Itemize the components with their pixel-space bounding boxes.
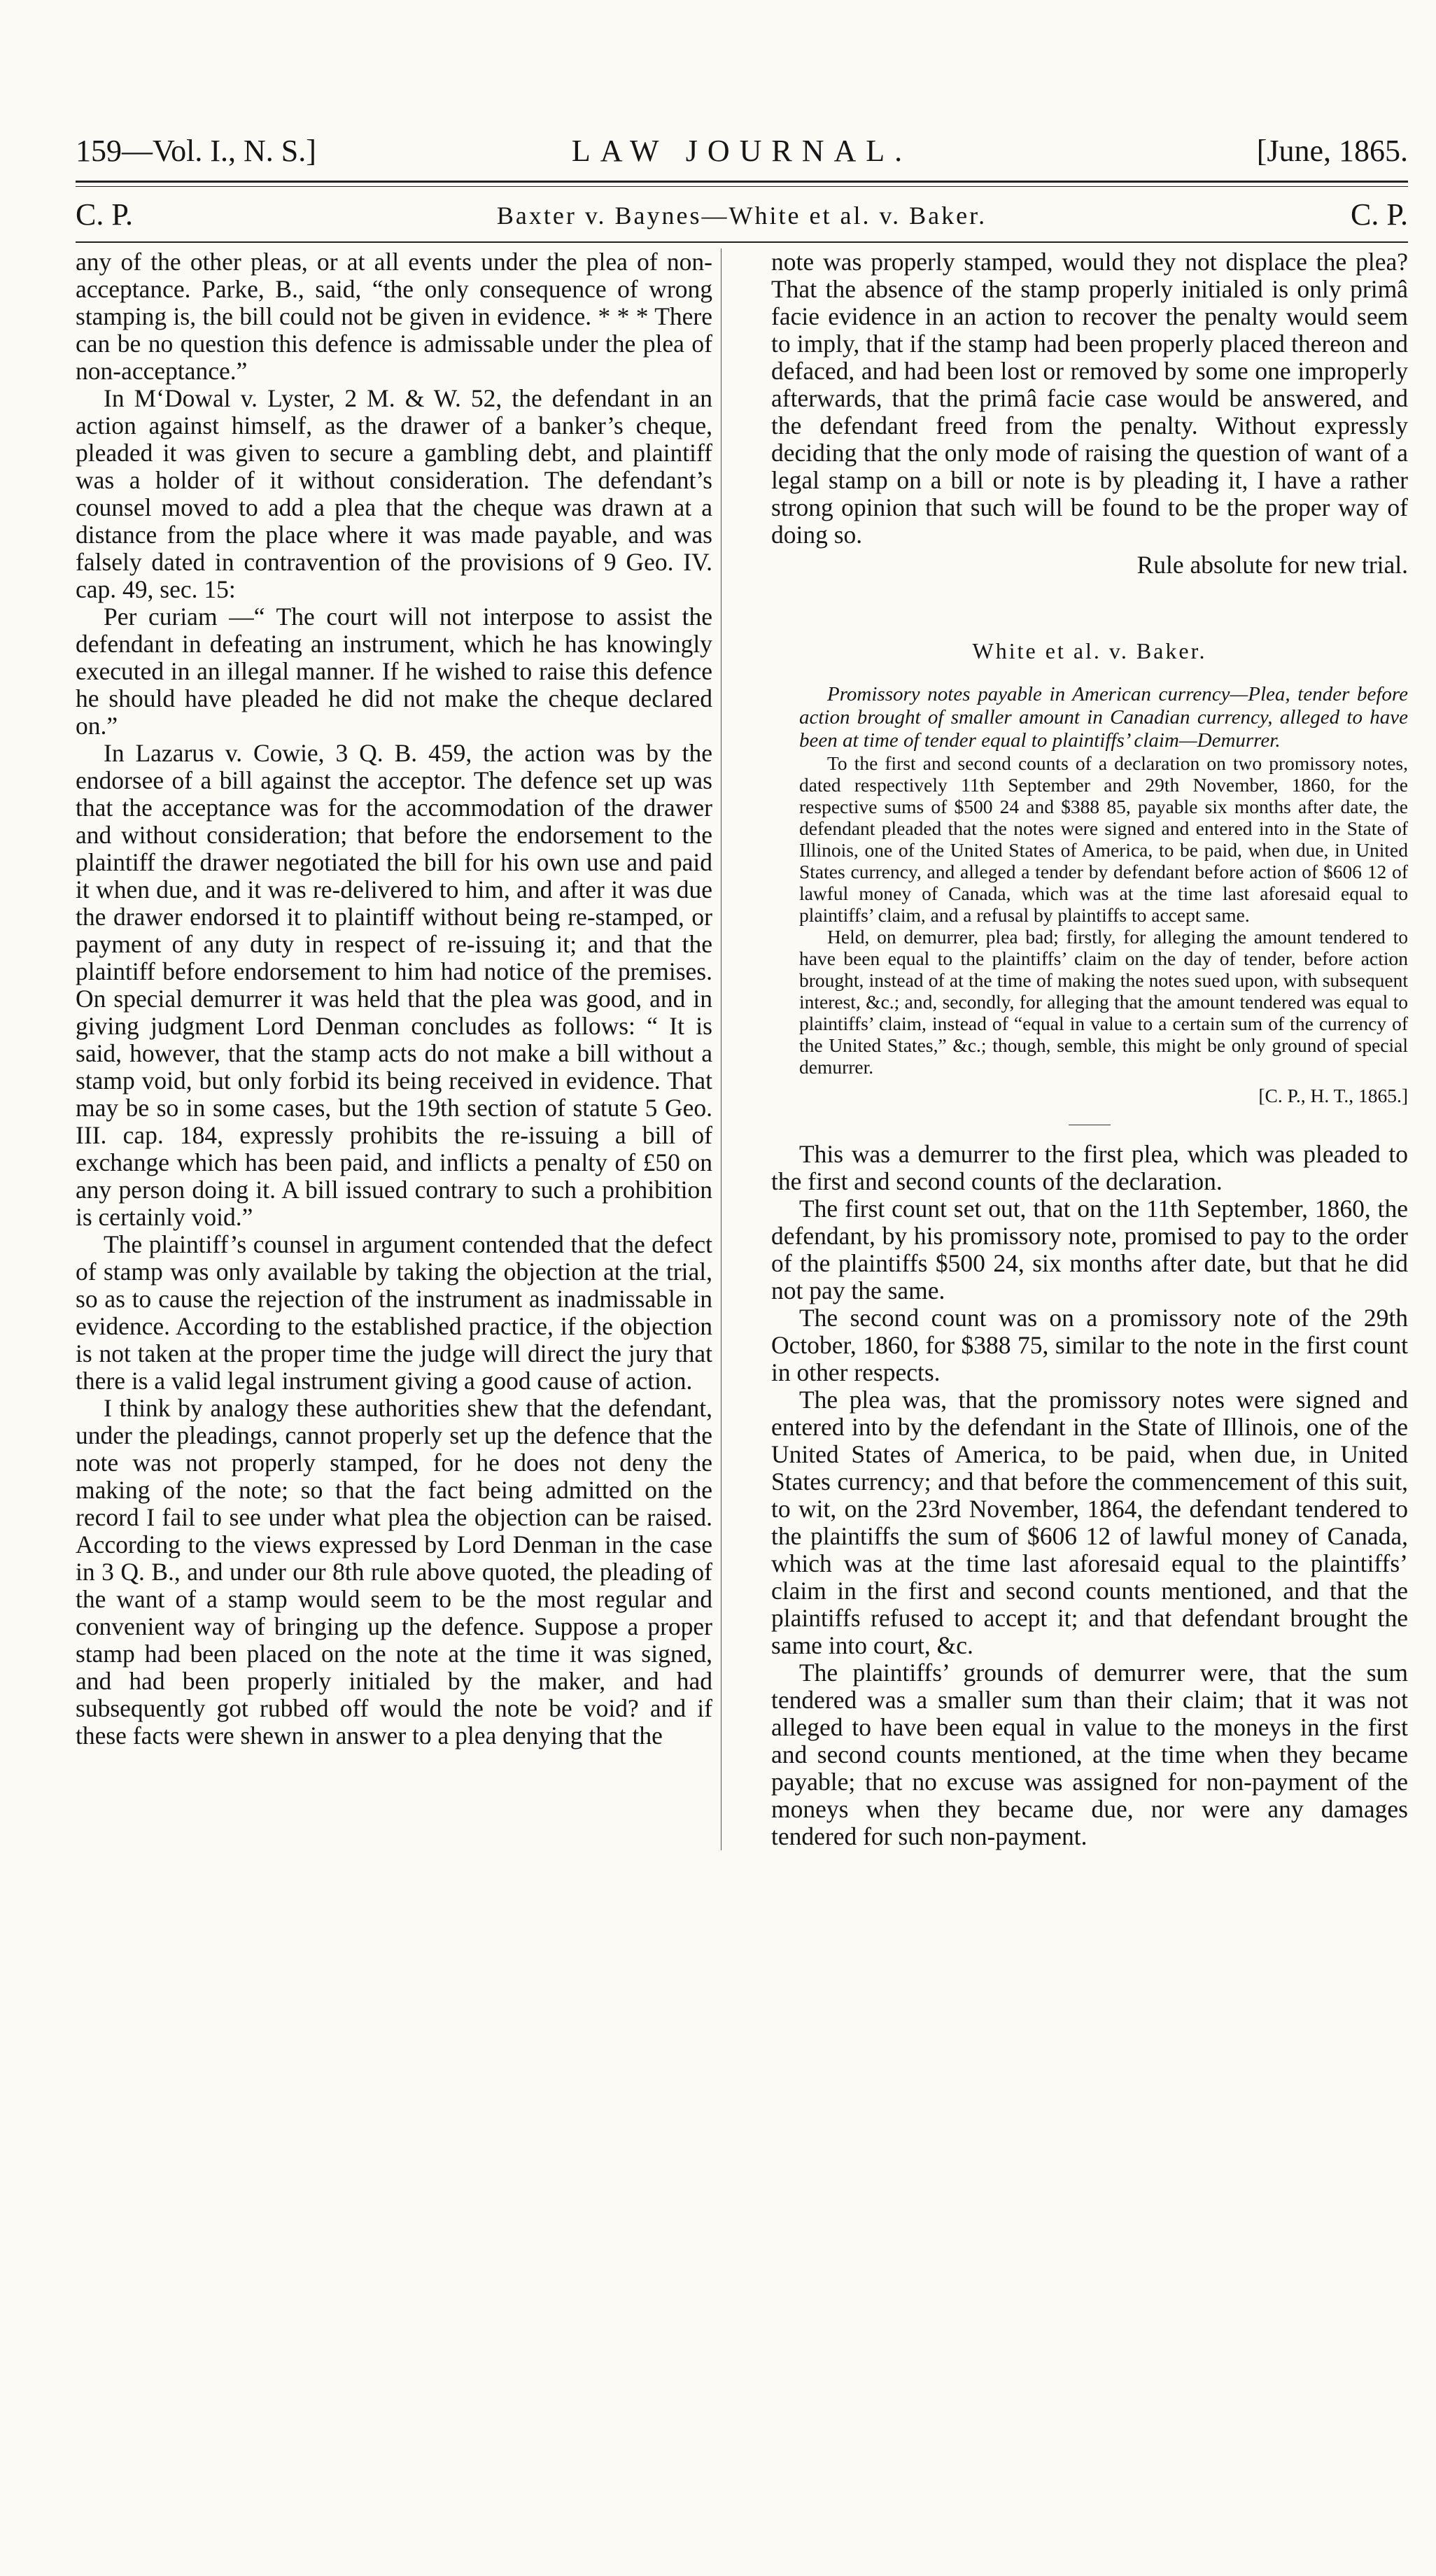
subheader-rule <box>76 241 1408 243</box>
paragraph: The plaintiffs’ grounds of demurrer were, that the sum tendered was a smaller sum than their claim; that it was not alleged to have been equal in value to the moneys in the first and second counts mentioned, at the time when they became payable; that no excuse was assigned for non-payment of the moneys when they became due, nor were any damages tendered for such non-payment. <box>771 1659 1408 1850</box>
text-columns <box>76 248 1408 1850</box>
paragraph: The first count set out, that on the 11th September, 1860, the defendant, by his promissory note, promised to pay to the order of the plaintiffs $500 24, six months after date, but that he did not pay the same. <box>771 1195 1408 1304</box>
paragraph: This was a demurrer to the first plea, which was pleaded to the first and second counts of the declaration. <box>771 1140 1408 1195</box>
case-title: White et al. v. Baker. <box>972 638 1207 663</box>
journal-title: LAW JOURNAL. <box>571 134 913 168</box>
paragraph: The second count was on a promissory note of the 29th October, 1860, for $388 75, similar to the note in the first count in other respects. <box>771 1304 1408 1386</box>
left-column <box>76 248 721 1850</box>
running-header <box>76 133 1408 175</box>
paragraph: any of the other pleas, or at all events under the plea of non-acceptance. Parke, B., said, “the only consequence of wrong stamping is, the bill could not be given in evidence. * * * There can be no question this defence is admissable under the plea of non-acceptance.” <box>76 248 712 385</box>
court-abbrev-left: C. P. <box>76 197 133 232</box>
judgment-result: Rule absolute for new trial. <box>1136 551 1408 579</box>
paragraph: In Lazarus v. Cowie, 3 Q. B. 459, the action was by the endorsee of a bill against the acceptor. The defence set up was that the acceptance was for the accommodation of the drawer and without consideration; that before the endorsement to the plaintiff the drawer negotiated the bill for his own use and paid it when due, and it was re-delivered to him, and after it was due the drawer endorsed it to plaintiff without being re-stamped, or payment of any duty in respect of re-issuing it; and that the plaintiff before endorsement to him had notice of the premises. On special demurrer it was held that the plea was good, and in giving judgment Lord Denman concludes as follows: “ It is said, however, that the stamp acts do not make a bill without a stamp void, but only forbid its being received in evidence. That may be so in some cases, but the 19th section of statute 5 Geo. III. cap. 184, expressly prohibits the re-issuing a bill of exchange which has been paid, and inflicts a penalty of £50 on any person doing it. A bill issued contrary to such a prohibition is certainly void.” <box>76 739 712 1231</box>
court-reference: [C. P., H. T., 1865.] <box>1258 1085 1408 1106</box>
case-names: Baxter v. Baynes—White et al. v. Baker. <box>496 202 987 230</box>
right-column <box>763 248 1408 1850</box>
court-abbrev-right: C. P. <box>1351 197 1408 232</box>
case-summary: To the first and second counts of a declaration on two promissory notes, dated respectively 11th September and 29th November, 1860, for the respective sums of $500 24 and $388 85, payable six months after date, the defendant pleaded that the notes were signed and entered into in the State of Illinois, one of the United States of America, to be paid, when due, in United States currency, and alleged a tender by defendant before action of $606 12 of lawful money of Canada, which was at the time last aforesaid equal to plaintiffs’ claim, and a refusal by plaintiffs to accept same. <box>799 752 1408 926</box>
paragraph: In M‘Dowal v. Lyster, 2 M. & W. 52, the defendant in an action against himself, as the drawer of a banker’s cheque, pleaded it was given to secure a gambling debt, and plaintiff was a holder of it without consideration. The defendant’s counsel moved to add a plea that the cheque was drawn at a distance from the place where it was made payable, and was falsely dated in contravention of the provisions of 9 Geo. IV. cap. 49, sec. 15: <box>76 384 712 603</box>
paragraph: The plea was, that the promissory notes were signed and entered into by the defendant in the State of Illinois, one of the United States of America, to be paid, when due, in United States currency; and that before the commencement of this suit, to wit, on the 23rd November, 1864, the defendant tendered to the plaintiffs the sum of $606 12 of lawful money of Canada, which was at the time last aforesaid equal to the plaintiffs’ claim in the first and second counts mentioned, and that the plaintiffs refused to accept it; and that defendant brought the same into court, &c. <box>771 1386 1408 1659</box>
paragraph: note was properly stamped, would they not displace the plea? That the absence of the stamp properly initialed is only primâ facie evidence in an action to recover the penalty would seem to imply, that if the stamp had been properly placed thereon and defaced, and had been lost or removed by some one improperly afterwards, that the primâ facie case would be answered, and the defendant freed from the penalty. Without expressly deciding that the only mode of raising the question of want of a legal stamp on a bill or note is by pleading it, I have a rather strong opinion that such will be found to be the proper way of doing so. <box>771 248 1408 549</box>
header-double-rule <box>76 181 1408 187</box>
paragraph: I think by analogy these authorities shew that the defendant, under the pleadings, cannot properly set up the defence that the note was not properly stamped, for he does not deny the making of the note; so that the fact being admitted on the record I fail to see under what plea the objection can be raised. According to the views expressed by Lord Denman in the case in 3 Q. B., and under our 8th rule above quoted, the pleading of the want of a stamp would seem to be the most regular and convenient way of bringing up the defence. Suppose a proper stamp had been placed on the note at the time it was signed, and had been properly initialed by the maker, and had subsequently got rubbed off would the note be void? and if these facts were shewn in answer to a plea denying that the <box>76 1394 712 1750</box>
case-subheader <box>76 191 1408 240</box>
paragraph: The plaintiff’s counsel in argument contended that the defect of stamp was only available by taking the objection at the trial, so as to cause the rejection of the instrument as inadmissable in evidence. According to the established practice, if the objection is not taken at the proper time the judge will direct the jury that there is a valid legal instrument giving a good cause of action. <box>76 1230 712 1395</box>
page-number-volume: 159—Vol. I., N. S.] <box>76 134 316 168</box>
headnote: Promissory notes payable in American currency—Plea, tender before action brought of smaller amount in Canadian currency, alleged to have been at time of tender equal to plaintiffs’ claim—Demurrer. <box>799 683 1408 752</box>
issue-date: [June, 1865. <box>1256 134 1408 168</box>
paragraph: Per curiam —“ The court will not interpose to assist the defendant in defeating an instrument, which he has knowingly executed in an illegal manner. If he wished to raise this defence he should have pleaded he did not make the cheque declared on.” <box>76 603 712 740</box>
holding: Held, on demurrer, plea bad; firstly, for alleging the amount tendered to have been equal to the plaintiffs’ claim on the day of tender, before action brought, instead of at the time of making the notes sued upon, with subsequent interest, &c.; and, secondly, for alleging that the amount tendered was equal to plaintiffs’ claim, instead of “equal in value to a certain sum of the currency of the United States,” &c.; though, semble, this might be only ground of special demurrer. <box>799 926 1408 1078</box>
